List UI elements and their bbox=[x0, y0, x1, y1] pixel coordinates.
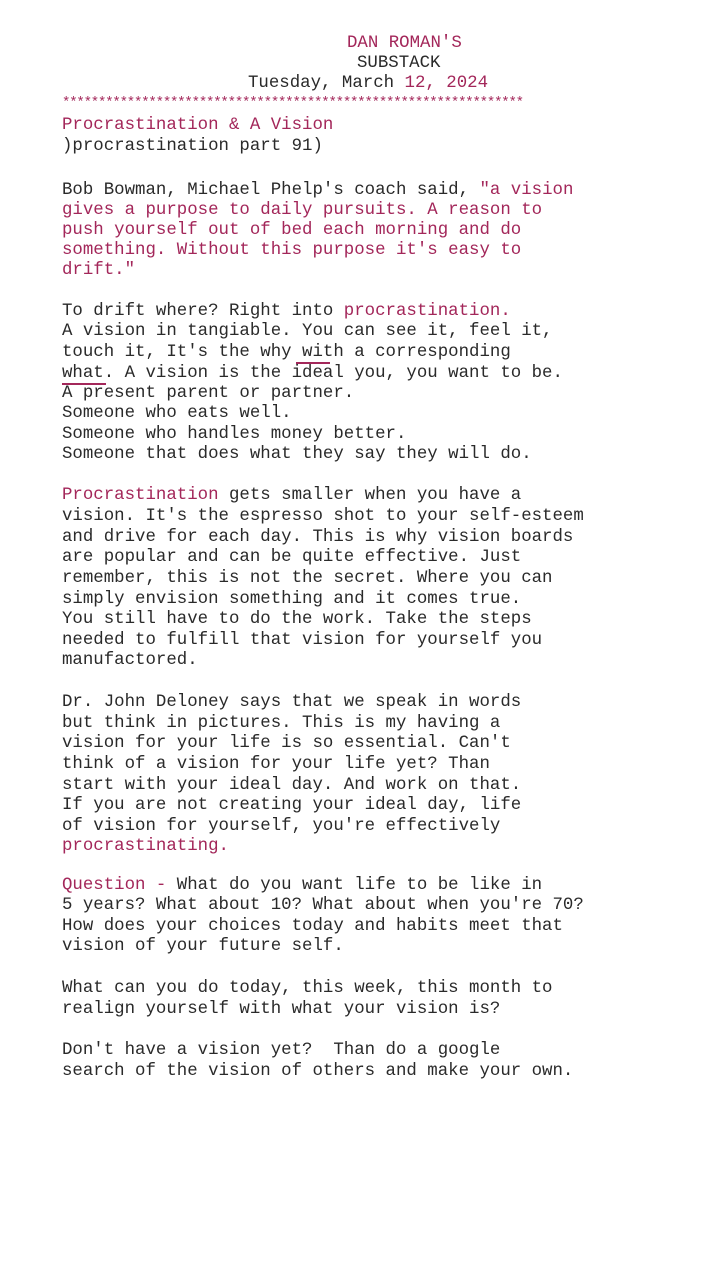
p2-line1 bbox=[62, 302, 511, 322]
p5-line1-suffix: What do you want life to be like in bbox=[166, 876, 543, 895]
p1-line1-quote: "a vision bbox=[479, 181, 574, 200]
p6-line2: realign yourself with what your vision is? bbox=[62, 1000, 501, 1019]
p5-line1 bbox=[62, 876, 542, 896]
p1-line2: gives a purpose to daily pursuits. A reason to bbox=[62, 201, 543, 220]
p1-line5: drift." bbox=[62, 261, 136, 280]
p3-line1-suffix: gets smaller when you have a bbox=[218, 486, 522, 505]
header-date-value: 12, 2024 bbox=[404, 74, 489, 93]
header-publication: SUBSTACK bbox=[357, 54, 441, 73]
p1-line1-prefix: Bob Bowman, Michael Phelp's coach said, bbox=[62, 181, 480, 200]
p3-line9: manufactored. bbox=[62, 651, 198, 670]
p2-line3: touch it, It's the why with a corresponding bbox=[62, 343, 511, 362]
p3-line1-highlight: Procrastination bbox=[62, 486, 219, 505]
p4-line1: Dr. John Deloney says that we speak in words bbox=[62, 693, 522, 712]
p4-line2: but think in pictures. This is my having a bbox=[62, 714, 501, 733]
p1-line4: something. Without this purpose it's easy to bbox=[62, 241, 522, 260]
p3-line8: needed to fulfill that vision for yourself you bbox=[62, 631, 543, 650]
p2-line1-prefix: To drift where? Right into bbox=[62, 302, 344, 321]
p2-line6: Someone who eats well. bbox=[62, 404, 292, 423]
p3-line2: vision. It's the espresso shot to your self-esteem bbox=[62, 507, 584, 526]
p7-line1: Don't have a vision yet? Than do a google bbox=[62, 1041, 501, 1060]
p3-line5: remember, this is not the secret. Where you can bbox=[62, 569, 553, 588]
header-divider: **************************************************************** bbox=[62, 96, 523, 110]
p3-line1 bbox=[62, 486, 521, 506]
p2-line1-highlight: procrastination. bbox=[343, 302, 511, 321]
p4-line8: procrastinating. bbox=[62, 837, 229, 856]
p2-line8: Someone that does what they say they will do. bbox=[62, 445, 532, 464]
p7-line2: search of the vision of others and make your own. bbox=[62, 1062, 574, 1081]
p4-line6: If you are not creating your ideal day, life bbox=[62, 796, 522, 815]
p4-line7: of vision for yourself, you're effectively bbox=[62, 817, 501, 836]
page-subtitle: )procrastination part 91) bbox=[62, 137, 323, 156]
p5-line4: vision of your future self. bbox=[62, 937, 344, 956]
p4-line3: vision for your life is so essential. Can't bbox=[62, 734, 511, 753]
page-title: Procrastination & A Vision bbox=[62, 116, 334, 135]
p2-line2: A vision in tangiable. You can see it, feel it, bbox=[62, 322, 553, 341]
p3-line7: You still have to do the work. Take the steps bbox=[62, 610, 532, 629]
p5-line2: 5 years? What about 10? What about when you're 70? bbox=[62, 896, 584, 915]
p2-line5: A present parent or partner. bbox=[62, 384, 355, 403]
header-date-prefix: Tuesday, March bbox=[248, 74, 405, 93]
p1-line3: push yourself out of bed each morning and do bbox=[62, 221, 522, 240]
p3-line6: simply envision something and it comes true. bbox=[62, 590, 522, 609]
p6-line1: What can you do today, this week, this month to bbox=[62, 979, 553, 998]
p4-line4: think of a vision for your life yet? Than bbox=[62, 755, 490, 774]
p1-line1 bbox=[62, 181, 573, 201]
p3-line3: and drive for each day. This is why vision boards bbox=[62, 528, 574, 547]
header-date bbox=[248, 74, 488, 94]
p5-line3: How does your choices today and habits meet that bbox=[62, 917, 563, 936]
p3-line4: are popular and can be quite effective. Just bbox=[62, 548, 522, 567]
p4-line5: start with your ideal day. And work on that. bbox=[62, 776, 522, 795]
p2-line4: what. A vision is the ideal you, you want to be. bbox=[62, 364, 563, 383]
p2-line7: Someone who handles money better. bbox=[62, 425, 407, 444]
p5-question-label: Question - bbox=[62, 876, 167, 895]
header-author: DAN ROMAN'S bbox=[347, 34, 462, 53]
